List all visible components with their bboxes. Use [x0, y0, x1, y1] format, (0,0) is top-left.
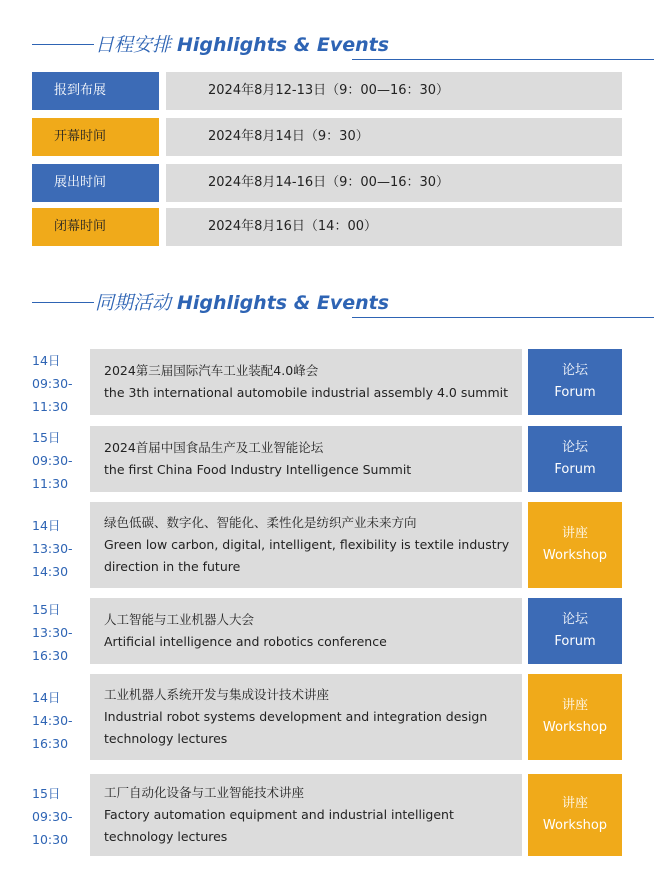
events-title-en: Highlights & Events	[177, 292, 390, 314]
event-title-zh: 绿色低碳、数字化、智能化、柔性化是纺织产业未来方向	[104, 515, 417, 530]
event-time	[32, 514, 84, 583]
event-row	[32, 349, 622, 415]
event-title-zh: 工厂自动化设备与工业智能技术讲座	[104, 785, 305, 800]
event-day: 15日	[32, 602, 61, 617]
event-body	[90, 598, 522, 664]
event-type-tag	[528, 674, 622, 760]
events-section-header	[0, 282, 654, 322]
event-start: 13:30-	[32, 625, 73, 640]
event-start: 09:30-	[32, 809, 73, 824]
schedule-title-zh: 日程安排	[95, 34, 172, 56]
event-row	[32, 426, 622, 492]
events-title-zh: 同期活动	[95, 292, 172, 314]
event-body	[90, 674, 522, 760]
schedule-row	[32, 118, 622, 156]
event-type-tag	[528, 598, 622, 664]
schedule-title-en: Highlights & Events	[177, 34, 390, 56]
event-start: 13:30-	[32, 541, 73, 556]
schedule-value: 2024年8月14-16日（9：00—16：30）	[166, 164, 622, 202]
schedule-section-header	[0, 24, 654, 64]
event-title-en: the 3th international automobile industrial assembly 4.0 summit	[104, 385, 509, 400]
event-row	[32, 598, 622, 664]
schedule-row	[32, 72, 622, 110]
event-day: 15日	[32, 786, 61, 801]
event-start: 09:30-	[32, 376, 73, 391]
event-tag-en: Workshop	[542, 720, 608, 735]
schedule-label: 展出时间	[32, 164, 159, 202]
event-body	[90, 426, 522, 492]
event-time	[32, 426, 84, 495]
event-title-zh: 人工智能与工业机器人大会	[104, 612, 255, 627]
schedule-label: 报到布展	[32, 72, 159, 110]
event-time	[32, 782, 84, 851]
event-body	[90, 502, 522, 588]
header-rule-left	[32, 302, 94, 303]
event-tag-en: Workshop	[542, 548, 608, 563]
event-end: 14:30	[32, 564, 69, 579]
schedule-row	[32, 164, 622, 202]
event-tag-en: Workshop	[542, 818, 608, 833]
schedule-row	[32, 208, 622, 246]
event-row	[32, 674, 622, 760]
event-title-zh: 2024第三届国际汽车工业装配4.0峰会	[104, 363, 319, 378]
event-body	[90, 774, 522, 856]
header-rule-right	[352, 59, 654, 60]
event-body	[90, 349, 522, 415]
event-type-tag	[528, 426, 622, 492]
event-row	[32, 502, 622, 588]
event-day: 15日	[32, 430, 61, 445]
event-title-en: the first China Food Industry Intelligence Summit	[104, 462, 412, 477]
event-type-tag	[528, 502, 622, 588]
event-type-tag	[528, 349, 622, 415]
event-tag-zh: 讲座	[561, 796, 588, 811]
event-end: 11:30	[32, 476, 69, 491]
event-time	[32, 349, 84, 418]
event-time	[32, 598, 84, 667]
header-rule-right	[352, 317, 654, 318]
event-title-en: Factory automation equipment and industrial intelligent technology lectures	[104, 807, 454, 844]
schedule-label: 开幕时间	[32, 118, 159, 156]
event-day: 14日	[32, 690, 61, 705]
event-start: 09:30-	[32, 453, 73, 468]
event-type-tag	[528, 774, 622, 856]
event-title-zh: 工业机器人系统开发与集成设计技术讲座	[104, 687, 330, 702]
event-tag-zh: 讲座	[561, 698, 588, 713]
event-time	[32, 686, 84, 755]
event-tag-en: Forum	[554, 462, 596, 477]
event-title-zh: 2024首届中国食品生产及工业智能论坛	[104, 440, 324, 455]
event-tag-zh: 讲座	[561, 526, 588, 541]
header-rule-left	[32, 44, 94, 45]
schedule-value: 2024年8月14日（9：30）	[166, 118, 622, 156]
event-tag-en: Forum	[554, 634, 596, 649]
event-start: 14:30-	[32, 713, 73, 728]
event-tag-zh: 论坛	[561, 612, 588, 627]
event-end: 11:30	[32, 399, 69, 414]
events-section-title	[95, 288, 389, 315]
event-tag-zh: 论坛	[561, 363, 588, 378]
event-day: 14日	[32, 518, 61, 533]
event-end: 16:30	[32, 736, 69, 751]
event-title-en: Green low carbon, digital, intelligent, flexibility is textile industry direction in the future	[104, 537, 510, 574]
event-tag-zh: 论坛	[561, 440, 588, 455]
event-day: 14日	[32, 353, 61, 368]
event-title-en: Industrial robot systems development and integration design technology lectures	[104, 709, 488, 746]
event-row	[32, 774, 622, 856]
schedule-value: 2024年8月16日（14：00）	[166, 208, 622, 246]
schedule-value: 2024年8月12-13日（9：00—16：30）	[166, 72, 622, 110]
event-end: 16:30	[32, 648, 69, 663]
event-title-en: Artificial intelligence and robotics conference	[104, 634, 387, 649]
schedule-label: 闭幕时间	[32, 208, 159, 246]
event-tag-en: Forum	[554, 385, 596, 400]
event-end: 10:30	[32, 832, 69, 847]
schedule-section-title	[95, 30, 389, 57]
